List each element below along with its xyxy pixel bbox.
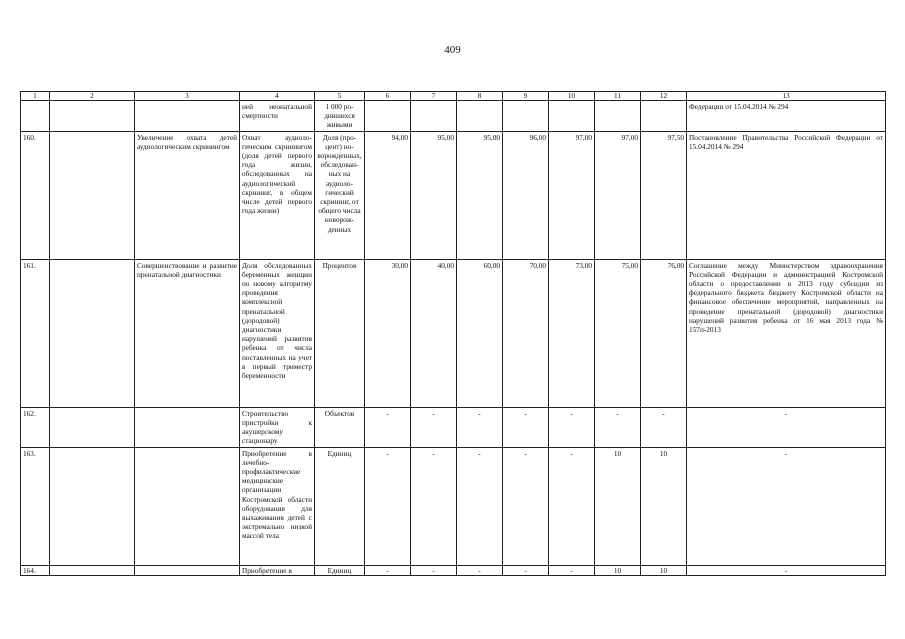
value-cell: 94,00 bbox=[365, 131, 411, 259]
empty-cell bbox=[50, 131, 135, 259]
col-header: 11 bbox=[595, 92, 641, 101]
measure-name-cell bbox=[135, 407, 240, 447]
col-header: 13 bbox=[687, 92, 886, 101]
value-cell: - bbox=[365, 407, 411, 447]
basis-cell: - bbox=[687, 407, 886, 447]
basis-cell: Соглашение между Министерством здравоохранения Российской Федерации и администрацией Костромской области о предоставлении в 2013 году субсидии из федерального бюджета бюджету Костромской области на финансовое обеспечение мероприятий, направленных на проведение пренатальной (дородовой) диагностики нарушений развития ребенка от 16 мая 2013 года № 157п-2013 bbox=[687, 259, 886, 407]
value-cell: - bbox=[365, 565, 411, 575]
value-cell bbox=[457, 101, 503, 132]
empty-cell bbox=[50, 259, 135, 407]
value-cell: 76,00 bbox=[641, 259, 687, 407]
unit-cell: 1 000 родившихся живыми bbox=[315, 101, 365, 132]
value-cell: 97,00 bbox=[595, 131, 641, 259]
indicator-cell: Доля обследованных беременных женщин по новому алгоритму проведения комплексной пренатальной (дородовой) диагностики нарушений развития ребенка от числа поставленных на учет в первый триместр беременности bbox=[240, 259, 315, 407]
value-cell: 10 bbox=[641, 447, 687, 565]
table-row bbox=[21, 447, 886, 565]
value-cell: - bbox=[641, 407, 687, 447]
value-cell: 73,00 bbox=[549, 259, 595, 407]
row-number-cell bbox=[21, 101, 50, 132]
unit-cell: Единиц bbox=[315, 447, 365, 565]
row-number-cell: 161. bbox=[21, 259, 50, 407]
value-cell: 97,50 bbox=[641, 131, 687, 259]
indicator-cell: Приобретение в bbox=[240, 565, 315, 575]
empty-cell bbox=[50, 565, 135, 575]
indicator-cell: Охват аудиологическим скринингом (доля детей первого года жизни, обследованных на аудиологический скрининг, в общем числе детей первого года жизни) bbox=[240, 131, 315, 259]
targets-table bbox=[20, 91, 886, 576]
value-cell: 30,00 bbox=[365, 259, 411, 407]
value-cell: - bbox=[549, 407, 595, 447]
value-cell bbox=[365, 101, 411, 132]
page-number: 409 bbox=[444, 44, 461, 56]
col-header: 10 bbox=[549, 92, 595, 101]
unit-cell: Единиц bbox=[315, 565, 365, 575]
value-cell: 95,00 bbox=[457, 131, 503, 259]
table-row bbox=[21, 407, 886, 447]
col-header: 8 bbox=[457, 92, 503, 101]
value-cell: 70,00 bbox=[503, 259, 549, 407]
column-number-row bbox=[21, 92, 886, 101]
value-cell: - bbox=[411, 407, 457, 447]
value-cell bbox=[595, 101, 641, 132]
indicator-cell: Приобретение в лечебно-профилактические медицинские организации Костромской области оборудования для выхаживания детей с экстремально низкой массой тела bbox=[240, 447, 315, 565]
value-cell: - bbox=[549, 565, 595, 575]
table-body bbox=[21, 92, 886, 576]
value-cell: 97,00 bbox=[549, 131, 595, 259]
value-cell: 95,00 bbox=[411, 131, 457, 259]
value-cell: 96,00 bbox=[503, 131, 549, 259]
value-cell: - bbox=[411, 447, 457, 565]
row-number-cell: 164. bbox=[21, 565, 50, 575]
row-number-cell: 160. bbox=[21, 131, 50, 259]
value-cell: 60,00 bbox=[457, 259, 503, 407]
col-header: 5 bbox=[315, 92, 365, 101]
unit-cell: Объектов bbox=[315, 407, 365, 447]
value-cell bbox=[411, 101, 457, 132]
measure-name-cell: Совершенствование и развитие пренатальной диагностики bbox=[135, 259, 240, 407]
measure-name-cell bbox=[135, 565, 240, 575]
table-row bbox=[21, 101, 886, 132]
value-cell: - bbox=[595, 407, 641, 447]
value-cell: 40,00 bbox=[411, 259, 457, 407]
empty-cell bbox=[50, 101, 135, 132]
basis-cell: - bbox=[687, 565, 886, 575]
value-cell: 75,00 bbox=[595, 259, 641, 407]
indicator-cell: ней неонатальной смертности bbox=[240, 101, 315, 132]
value-cell bbox=[641, 101, 687, 132]
value-cell: - bbox=[411, 565, 457, 575]
row-number-cell: 162. bbox=[21, 407, 50, 447]
table-row bbox=[21, 259, 886, 407]
measure-name-cell bbox=[135, 101, 240, 132]
value-cell bbox=[503, 101, 549, 132]
value-cell: - bbox=[549, 447, 595, 565]
col-header: 1 bbox=[21, 92, 50, 101]
value-cell: 10 bbox=[595, 447, 641, 565]
basis-cell: Постановление Правительства Российской Федерации от 15.04.2014 № 294 bbox=[687, 131, 886, 259]
table-row bbox=[21, 131, 886, 259]
row-number-cell: 163. bbox=[21, 447, 50, 565]
col-header: 7 bbox=[411, 92, 457, 101]
value-cell: - bbox=[503, 407, 549, 447]
measure-name-cell: Увеличение охвата детей аудиологическим скринингом bbox=[135, 131, 240, 259]
unit-cell: Процентов bbox=[315, 259, 365, 407]
basis-cell: Федерации от 15.04.2014 № 294 bbox=[687, 101, 886, 132]
value-cell: - bbox=[365, 447, 411, 565]
col-header: 2 bbox=[50, 92, 135, 101]
indicator-cell: Строительство пристройки к акушерскому стационару bbox=[240, 407, 315, 447]
value-cell: - bbox=[503, 447, 549, 565]
empty-cell bbox=[50, 447, 135, 565]
col-header: 3 bbox=[135, 92, 240, 101]
value-cell: - bbox=[457, 565, 503, 575]
value-cell: - bbox=[503, 565, 549, 575]
col-header: 12 bbox=[641, 92, 687, 101]
col-header: 6 bbox=[365, 92, 411, 101]
value-cell: - bbox=[457, 447, 503, 565]
value-cell: 10 bbox=[641, 565, 687, 575]
value-cell: - bbox=[457, 407, 503, 447]
empty-cell bbox=[50, 407, 135, 447]
table-row bbox=[21, 565, 886, 575]
col-header: 9 bbox=[503, 92, 549, 101]
measure-name-cell bbox=[135, 447, 240, 565]
value-cell bbox=[549, 101, 595, 132]
basis-cell: - bbox=[687, 447, 886, 565]
unit-cell: Доля (процент) новорожденных, обследованных на аудиологический скрининг, от общего числа новорожденных bbox=[315, 131, 365, 259]
col-header: 4 bbox=[240, 92, 315, 101]
value-cell: 10 bbox=[595, 565, 641, 575]
